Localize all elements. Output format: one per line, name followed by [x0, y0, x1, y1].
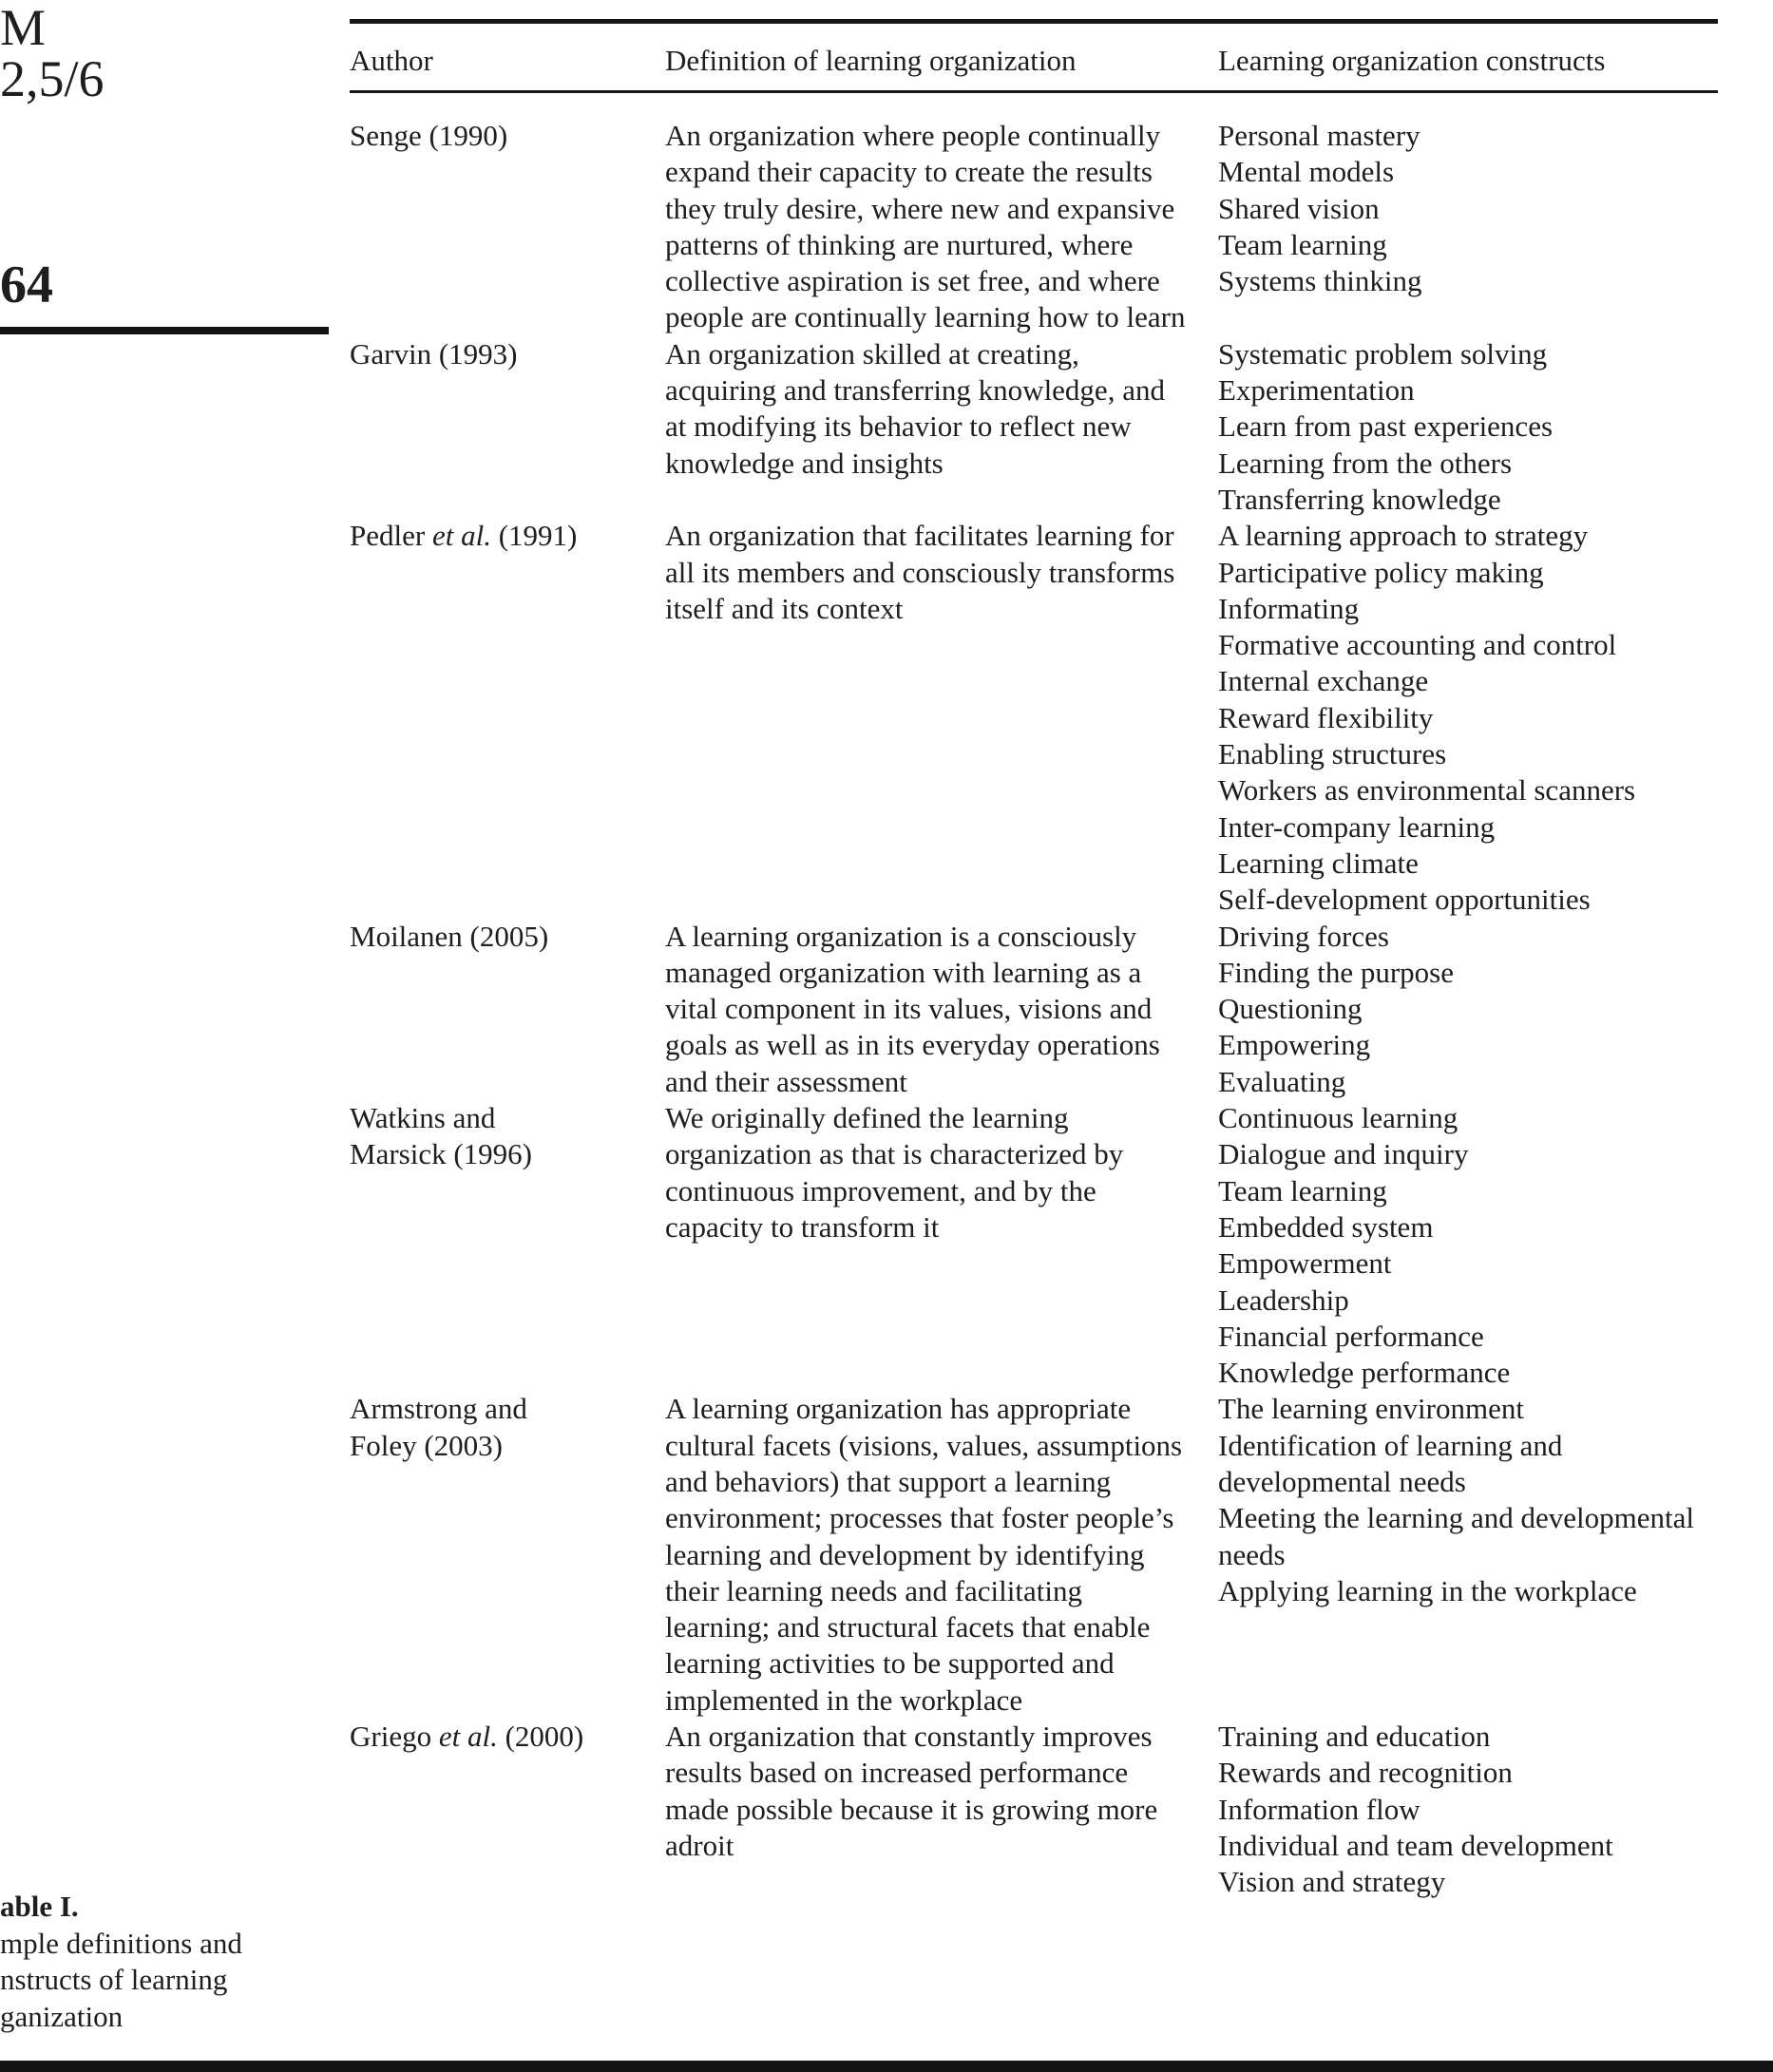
construct-item: Evaluating	[1218, 1064, 1346, 1098]
author-text: (2000)	[497, 1720, 584, 1754]
author-cell	[350, 1719, 665, 1755]
author-text: Moilanen (2005)	[350, 919, 549, 953]
construct-item: Formative accounting and control	[1218, 628, 1617, 662]
definition-cell: An organization skilled at creating, acquiring and transferring knowledge, and at modifying its behavior to reflect new knowledge and insights	[665, 336, 1165, 480]
author-cell	[350, 919, 665, 955]
construct-item: Informating	[1218, 591, 1360, 625]
table-header-row	[350, 43, 1718, 79]
construct-item: Identification of learning and developmental needs	[1218, 1428, 1563, 1498]
constructs-cell	[1218, 1719, 1718, 1900]
author-cell	[350, 1100, 665, 1173]
author-line	[350, 336, 646, 372]
definition-cell: An organization that constantly improves results based on increased performance made possible because it is growing more adroit	[665, 1720, 1158, 1862]
author-cell	[350, 518, 665, 554]
definition-cell: An organization where people continually expand their capacity to create the results they truly desire, where new and expansive patterns of thinking are nurtured, where collective aspiration is set free, and where people are continually learning how to learn	[665, 119, 1186, 334]
author-text: Foley (2003)	[350, 1428, 504, 1462]
constructs-cell	[1218, 118, 1718, 299]
column-header-constructs: Learning organization constructs	[1218, 44, 1606, 77]
author-cell	[350, 336, 665, 372]
construct-item: Embedded system	[1218, 1209, 1434, 1244]
construct-item: Training and education	[1218, 1720, 1491, 1754]
construct-item: Rewards and recognition	[1218, 1756, 1513, 1790]
construct-item: Inter-company learning	[1218, 809, 1496, 844]
construct-item: Empowering	[1218, 1028, 1371, 1062]
construct-item: Internal exchange	[1218, 664, 1429, 698]
construct-item: Personal mastery	[1218, 119, 1420, 152]
author-line	[350, 1100, 646, 1136]
construct-item: Applying learning in the workplace	[1218, 1573, 1637, 1607]
construct-item: Finding the purpose	[1218, 955, 1454, 989]
construct-item: Continuous learning	[1218, 1101, 1458, 1135]
author-line	[350, 118, 646, 154]
author-et-al: et al.	[438, 1720, 498, 1754]
table-row	[350, 518, 1718, 918]
author-line	[350, 1428, 646, 1464]
author-text: Marsick (1996)	[350, 1137, 532, 1171]
caption-title: able I.	[0, 1890, 79, 1923]
author-cell	[350, 1391, 665, 1464]
definition-cell: We originally defined the learning organization as that is characterized by continuous improvement, and by the capacity to transform it	[665, 1101, 1124, 1244]
construct-item: Learning from the others	[1218, 446, 1513, 480]
author-line	[350, 518, 646, 554]
construct-item: Questioning	[1218, 992, 1363, 1026]
author-line	[350, 919, 646, 955]
masthead-line1: M	[0, 0, 47, 56]
construct-item: Empowerment	[1218, 1246, 1392, 1281]
author-text: Griego	[350, 1720, 439, 1754]
constructs-cell	[1218, 336, 1718, 518]
table-row	[350, 336, 1718, 518]
construct-item: Vision and strategy	[1218, 1865, 1446, 1899]
construct-item: Meeting the learning and developmental needs	[1218, 1501, 1694, 1571]
construct-item: Shared vision	[1218, 191, 1380, 225]
author-cell	[350, 118, 665, 154]
construct-item: Leadership	[1218, 1283, 1349, 1317]
table-row	[350, 919, 1718, 1100]
author-et-al: et al.	[431, 519, 491, 553]
table-row	[350, 118, 1718, 336]
table-top-rule	[350, 19, 1718, 24]
construct-item: Team learning	[1218, 227, 1387, 261]
definition-cell: A learning organization has appropriate cultural facets (visions, values, assumptions and behaviors) that support a learning environment; processes that foster people’s learning and development by identifying their learning needs and facilitating learning; and structural facets that enable learning activities to be supported and implemented in the workplace	[665, 1392, 1183, 1717]
construct-item: Workers as environmental scanners	[1218, 773, 1636, 808]
construct-item: Learn from past experiences	[1218, 409, 1554, 444]
table-row	[350, 1100, 1718, 1391]
author-line	[350, 1391, 646, 1427]
constructs-cell	[1218, 518, 1718, 918]
construct-item: A learning approach to strategy	[1218, 519, 1589, 553]
construct-item: Transferring knowledge	[1218, 482, 1501, 516]
author-text: (1991)	[490, 519, 578, 553]
table-caption	[0, 1889, 314, 2035]
construct-item: Dialogue and inquiry	[1218, 1137, 1469, 1171]
definition-cell: A learning organization is a consciously managed organization with learning as a vital component in its values, visions and goals as well as in its everyday operations and their assessment	[665, 919, 1160, 1098]
page-number: 64	[0, 256, 53, 314]
table-row	[350, 1719, 1718, 1900]
construct-item: Systems thinking	[1218, 264, 1422, 298]
author-text: Pedler	[350, 519, 432, 553]
construct-item: Learning climate	[1218, 846, 1419, 880]
construct-item: Experimentation	[1218, 373, 1415, 408]
construct-item: The learning environment	[1218, 1392, 1524, 1426]
caption-line: ganization	[0, 1999, 124, 2033]
caption-line: nstructs of learning	[0, 1963, 228, 1996]
construct-item: Financial performance	[1218, 1319, 1484, 1353]
author-line	[350, 1719, 646, 1755]
construct-item: Participative policy making	[1218, 555, 1544, 589]
construct-item: Systematic problem solving	[1218, 336, 1548, 371]
constructs-cell	[1218, 919, 1718, 1100]
masthead-line2: 2,5/6	[0, 50, 105, 107]
construct-item: Knowledge performance	[1218, 1356, 1511, 1390]
table-header-rule	[350, 90, 1718, 93]
page-number-rule	[0, 327, 329, 334]
construct-item: Team learning	[1218, 1173, 1387, 1207]
table-body	[350, 118, 1718, 1901]
table-row	[350, 1391, 1718, 1719]
author-text: Watkins and	[350, 1101, 496, 1135]
author-text: Armstrong and	[350, 1392, 527, 1426]
page-bottom-rule	[0, 2061, 1773, 2072]
author-text: Senge (1990)	[350, 119, 508, 152]
construct-item: Enabling structures	[1218, 737, 1447, 771]
constructs-cell	[1218, 1391, 1718, 1609]
construct-item: Self-development opportunities	[1218, 883, 1591, 917]
column-header-definition: Definition of learning organization	[665, 44, 1077, 77]
column-header-author: Author	[350, 44, 433, 77]
construct-item: Mental models	[1218, 155, 1395, 189]
caption-line: mple definitions and	[0, 1926, 242, 1960]
author-text: Garvin (1993)	[350, 336, 518, 371]
construct-item: Driving forces	[1218, 919, 1389, 953]
construct-item: Information flow	[1218, 1792, 1420, 1826]
construct-item: Reward flexibility	[1218, 700, 1434, 734]
journal-masthead	[0, 2, 105, 105]
definition-cell: An organization that facilitates learning for all its members and consciously transforms itself and its context	[665, 519, 1175, 625]
construct-item: Individual and team development	[1218, 1828, 1613, 1862]
author-line	[350, 1136, 646, 1172]
constructs-cell	[1218, 1100, 1718, 1391]
